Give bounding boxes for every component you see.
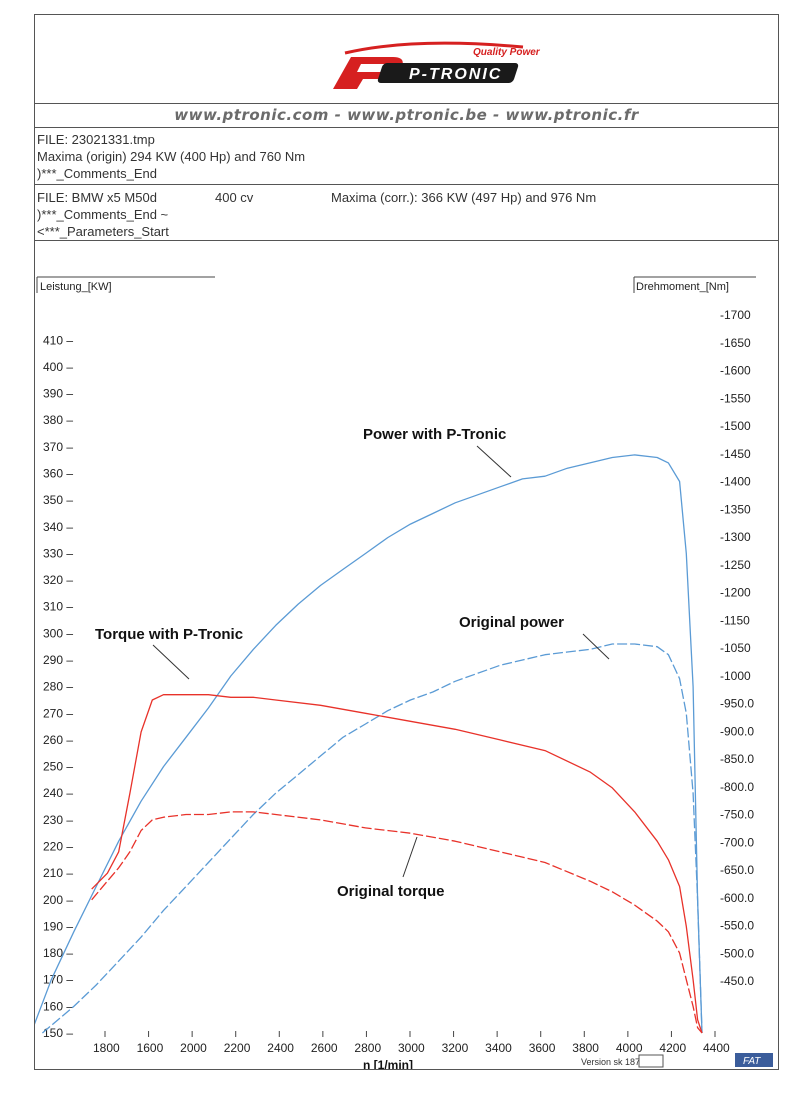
y-right-tick-label: -550.0: [720, 918, 755, 933]
y-left-tick-label: 350 –: [43, 493, 74, 508]
y-left-tick-label: 210 –: [43, 866, 74, 881]
y-left-tick-label: 220 –: [43, 839, 74, 854]
y-left-tick-label: 150 –: [43, 1026, 74, 1040]
annotation-power-ptronic-leader: [477, 446, 511, 477]
x-tick-label: 1800: [93, 1041, 120, 1055]
fat-badge-text: FAT: [743, 1056, 761, 1067]
y-left-tick-label: 310 –: [43, 599, 74, 614]
y-left-tick-label: 190 –: [43, 919, 74, 934]
y-right-tick-label: -1650: [720, 335, 751, 350]
logo-header: [35, 15, 778, 104]
right-axis-ticks: [720, 308, 754, 988]
x-tick-label: 4000: [615, 1041, 643, 1055]
y-right-tick-label: -1500: [720, 419, 751, 433]
file2-maxima: Maxima (corr.): 366 KW (497 Hp) and 976 Nm: [331, 190, 597, 205]
annotation-original-power-leader: [583, 634, 609, 659]
y-left-tick-label: 200 –: [43, 892, 74, 907]
y-right-tick-label: -1050: [720, 641, 751, 655]
annotation-original-torque: Original torque: [337, 883, 445, 900]
y-left-tick-label: 380 –: [43, 413, 74, 428]
file1-maxima: Maxima (origin) 294 KW (400 Hp) and 760 Nm: [37, 149, 306, 164]
y-right-tick-label: -1250: [720, 557, 751, 572]
y-left-tick-label: 330 –: [43, 546, 74, 561]
file-info-corrected: [35, 185, 778, 241]
y-left-tick-label: 360 –: [43, 466, 74, 481]
series-line-power-with-p-tronic: [35, 455, 702, 1033]
y-left-tick-label: 240 –: [43, 786, 74, 801]
file2-comments: )***_Comments_End ~: [37, 207, 169, 222]
y-left-tick-label: 260 –: [43, 732, 74, 747]
x-tick-label: 2000: [180, 1041, 207, 1055]
y-right-tick-label: -1200: [720, 585, 751, 600]
x-tick-label: 3000: [398, 1041, 425, 1055]
y-left-tick-label: 400 –: [43, 359, 74, 374]
x-tick-label: 2600: [310, 1041, 338, 1055]
series-lines: [35, 455, 702, 1033]
x-axis-label: n [1/min]: [363, 1058, 413, 1069]
y-right-tick-label: -1400: [720, 474, 751, 489]
y-right-tick-label: -700.0: [720, 835, 755, 850]
version-text: Version sk 187: [581, 1057, 641, 1067]
x-tick-label: 1600: [136, 1041, 164, 1055]
y-right-tick-label: -750.0: [720, 807, 755, 822]
series-line-torque-with-p-tronic: [92, 695, 702, 1033]
x-tick-label: 2400: [267, 1041, 294, 1055]
y-left-tick-label: 180 –: [43, 946, 74, 961]
brand-tagline: Quality Power: [473, 47, 540, 58]
y-left-tick-label: 270 –: [43, 706, 74, 721]
y-left-tick-label: 230 –: [43, 812, 74, 827]
y-left-tick-label: 390 –: [43, 386, 74, 401]
left-axis-ticks: [43, 333, 73, 1040]
file2-params: <***_Parameters_Start: [37, 224, 169, 239]
y-right-tick-label: -1700: [720, 308, 751, 322]
y-left-tick-label: 370 –: [43, 439, 74, 454]
x-tick-label: 4400: [703, 1041, 730, 1055]
website-urls: www.ptronic.com - www.ptronic.be - www.ptronic.fr: [35, 103, 778, 128]
y-right-tick-label: -950.0: [720, 696, 755, 711]
y-right-tick-label: -800.0: [720, 779, 755, 794]
y-left-tick-label: 280 –: [43, 679, 74, 694]
report-frame: [34, 14, 779, 1070]
left-axis-label: Leistung_[KW]: [40, 281, 112, 293]
y-left-tick-label: 300 –: [43, 626, 74, 641]
x-tick-label: 4200: [659, 1041, 687, 1055]
y-left-tick-label: 340 –: [43, 519, 74, 534]
file1-comments: )***_Comments_End: [37, 166, 157, 181]
y-right-tick-label: -1150: [720, 613, 750, 628]
y-left-tick-label: 410 –: [43, 333, 74, 348]
y-right-tick-label: -1600: [720, 363, 751, 378]
y-right-tick-label: -1000: [720, 668, 751, 683]
y-left-tick-label: 170 –: [43, 972, 74, 987]
brand-name: P-TRONIC: [409, 66, 503, 83]
file2-cv: 400 cv: [215, 190, 254, 205]
annotation-torque-ptronic-leader: [153, 645, 189, 679]
dyno-chart-svg: [35, 241, 778, 1069]
x-axis-ticks: [93, 1031, 730, 1055]
x-tick-label: 3600: [528, 1041, 556, 1055]
y-right-tick-label: -900.0: [720, 724, 755, 739]
annotation-power-ptronic: Power with P-Tronic: [363, 426, 507, 443]
file-info-origin: [35, 127, 778, 185]
ptronic-logo: [323, 33, 543, 95]
y-left-tick-label: 290 –: [43, 653, 74, 668]
y-right-tick-label: -500.0: [720, 946, 755, 961]
x-tick-label: 3800: [572, 1041, 599, 1055]
annotation-torque-ptronic: Torque with P-Tronic: [95, 626, 244, 643]
x-tick-label: 3400: [485, 1041, 512, 1055]
x-tick-label: 2800: [354, 1041, 382, 1055]
file1-name: FILE: 23021331.tmp: [37, 132, 155, 147]
y-right-tick-label: -1350: [720, 502, 751, 517]
annotation-original-torque-leader: [403, 837, 417, 877]
y-left-tick-label: 160 –: [43, 999, 74, 1014]
version-box: [639, 1055, 663, 1067]
x-tick-label: 2200: [223, 1041, 251, 1055]
y-right-tick-label: -850.0: [720, 752, 755, 766]
annotation-original-power: Original power: [459, 614, 565, 631]
y-left-tick-label: 250 –: [43, 759, 74, 774]
y-right-tick-label: -600.0: [720, 890, 755, 905]
right-axis-label: Drehmoment_[Nm]: [636, 281, 729, 293]
series-line-original-power: [42, 644, 702, 1033]
y-left-tick-label: 320 –: [43, 573, 74, 588]
series-line-original-torque: [92, 812, 702, 1033]
y-right-tick-label: -1300: [720, 530, 751, 544]
x-tick-label: 3200: [441, 1041, 469, 1055]
dyno-chart: [35, 241, 778, 1069]
file2-name: FILE: BMW x5 M50d: [37, 190, 157, 205]
y-right-tick-label: -450.0: [720, 974, 755, 988]
y-right-tick-label: -650.0: [720, 863, 755, 877]
y-right-tick-label: -1450: [720, 446, 751, 461]
y-right-tick-label: -1550: [720, 391, 751, 406]
